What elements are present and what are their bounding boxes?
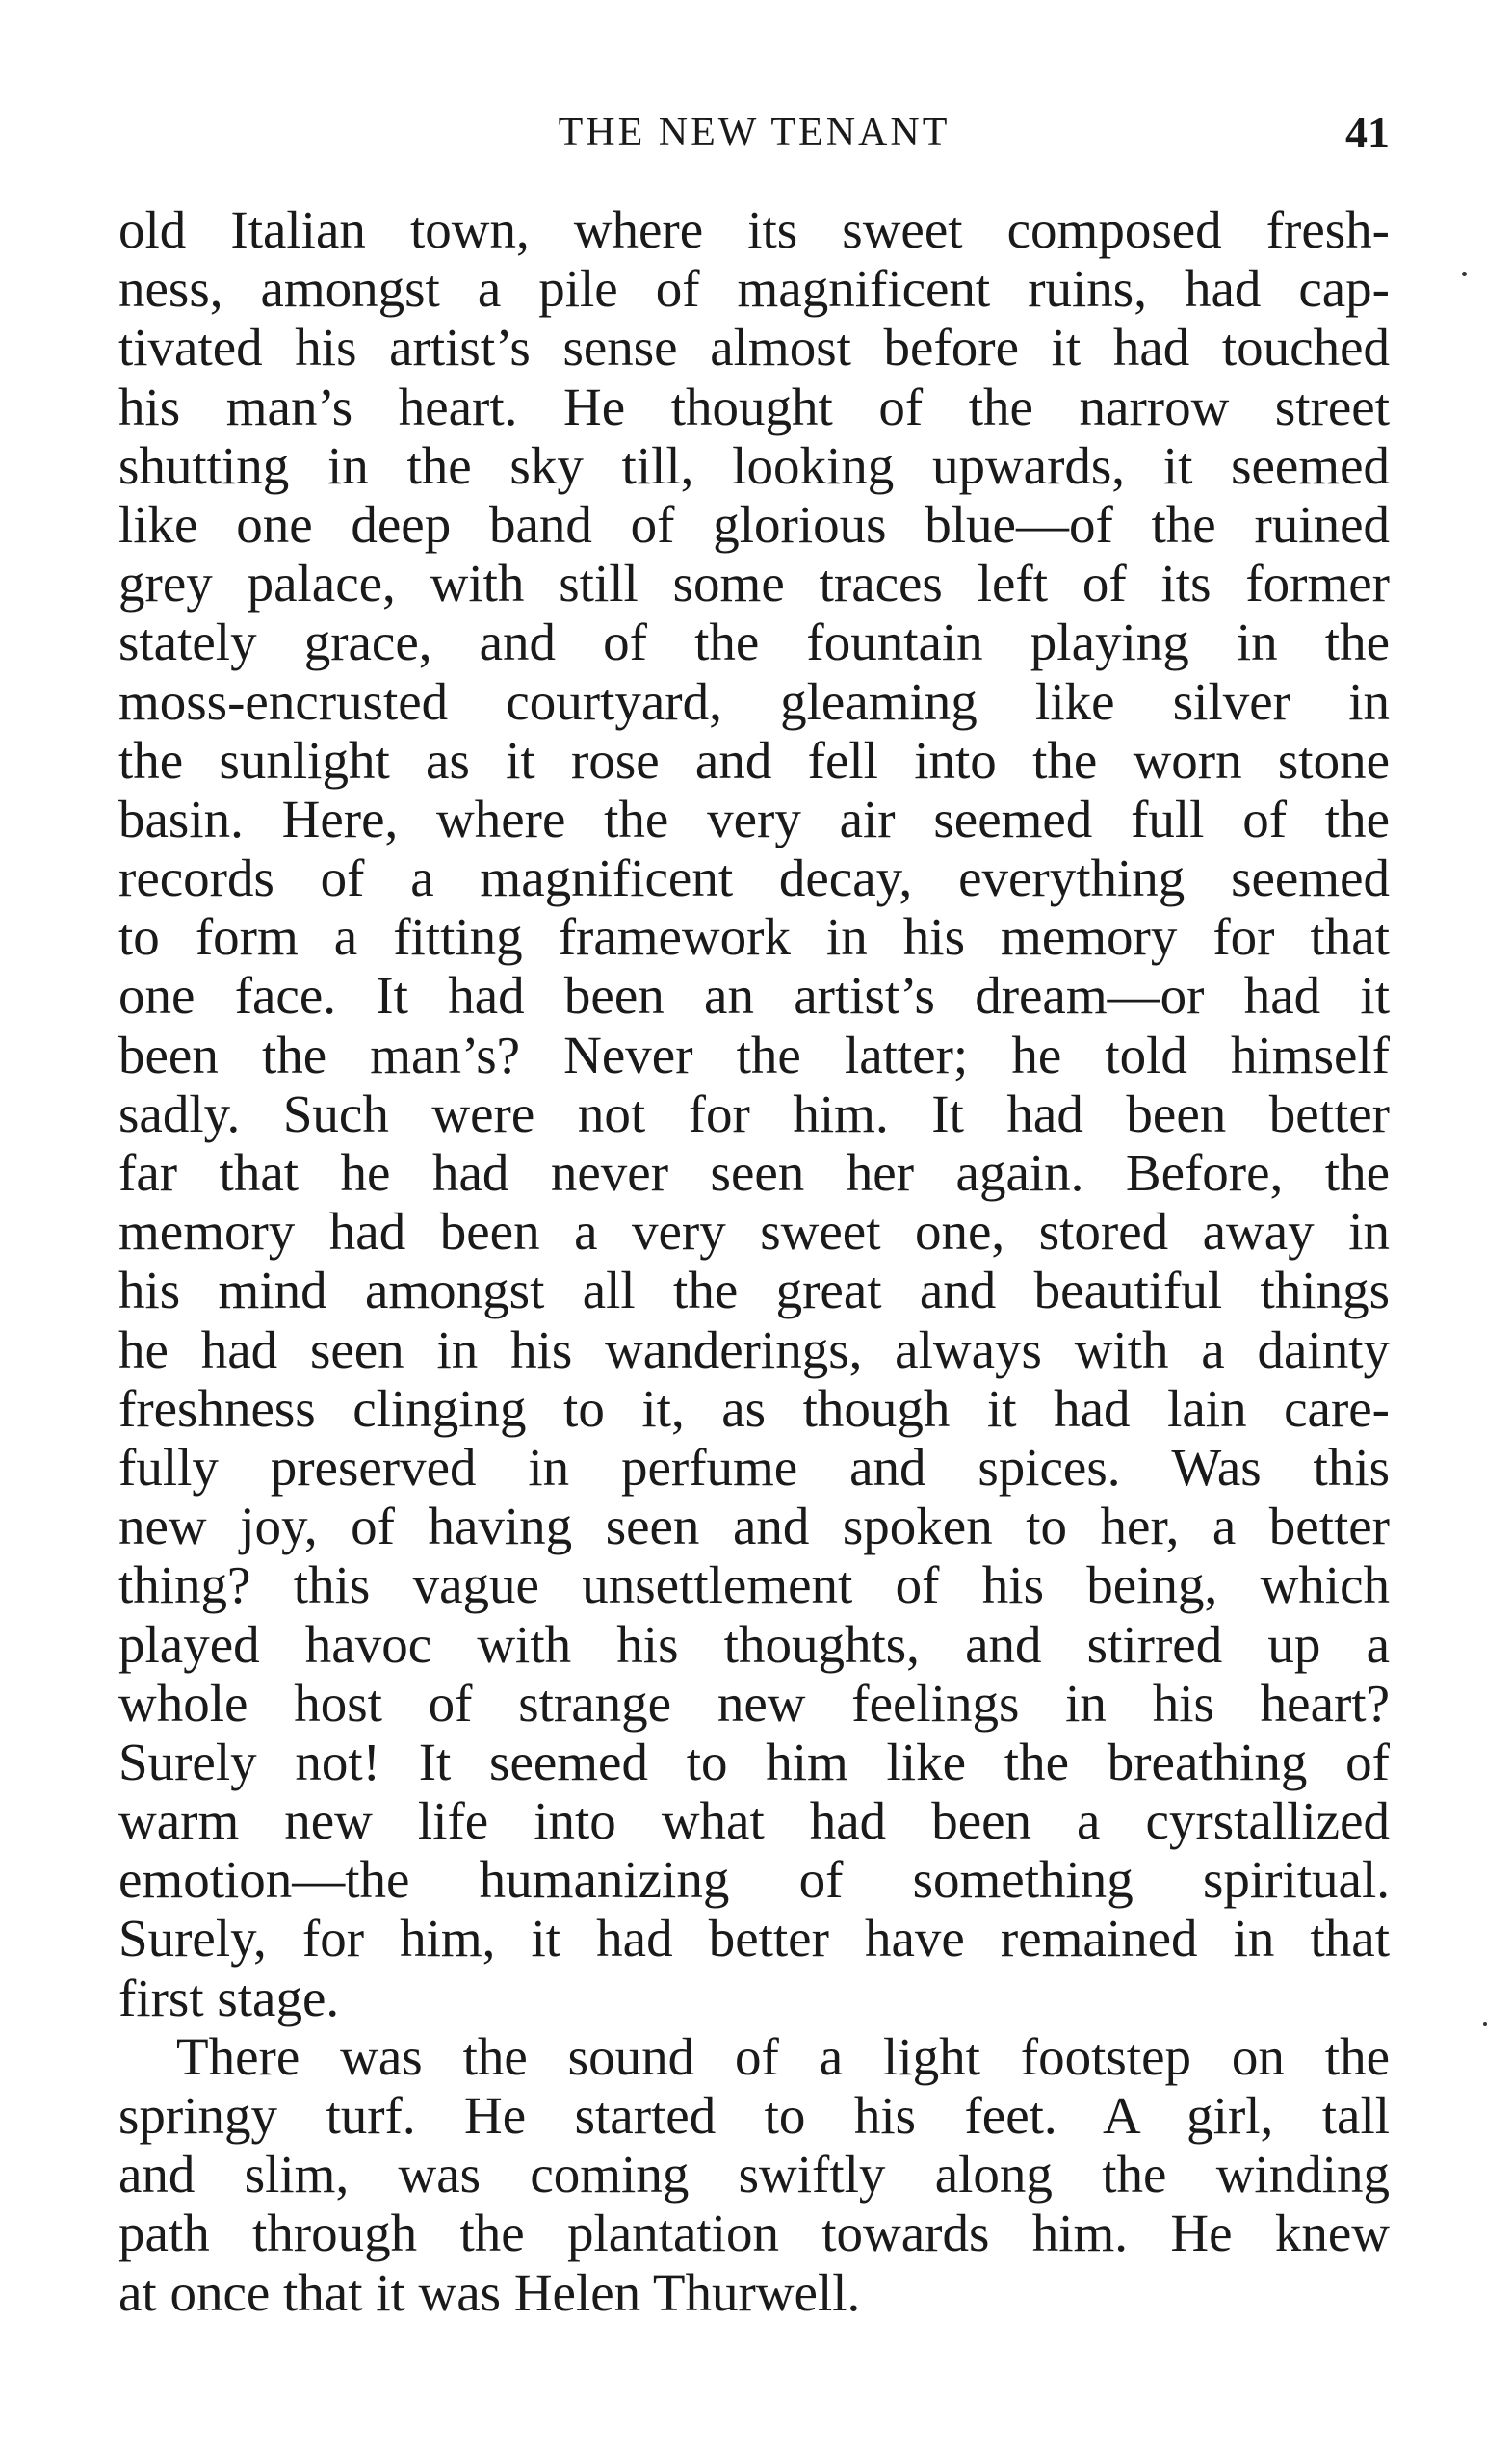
text-line: one face. It had been an artist’s dream—or had it <box>118 966 1390 1026</box>
text-line: shutting in the sky till, looking upwards, it seemed <box>118 435 1390 495</box>
paragraph-2 <box>118 2027 1390 2322</box>
paper-speck <box>1462 272 1467 276</box>
text-line: springy turf. He started to his feet. A girl, tall <box>118 2086 1390 2145</box>
paragraph-1 <box>118 200 1390 2027</box>
text-line: stately grace, and of the fountain playing in the <box>118 613 1390 672</box>
text-line: tivated his artist’s sense almost before it had touched <box>118 318 1390 378</box>
text-line: emotion—the humanizing of something spiritual. <box>118 1850 1390 1910</box>
text-line: his mind amongst all the great and beautiful things <box>118 1261 1390 1320</box>
text-line: freshness clinging to it, as though it had lain care- <box>118 1378 1390 1438</box>
text-line: his man’s heart. He thought of the narrow street <box>118 377 1390 436</box>
text-line: the sunlight as it rose and fell into the worn stone <box>118 730 1390 790</box>
text-line: path through the plantation towards him. He knew <box>118 2204 1390 2263</box>
text-line: ness, amongst a pile of magnificent ruins, had cap- <box>118 259 1390 319</box>
text-line: records of a magnificent decay, everything seemed <box>118 848 1390 908</box>
text-line: sadly. Such were not for him. It had been better <box>118 1083 1390 1143</box>
text-line: old Italian town, where its sweet composed fresh- <box>118 200 1390 259</box>
text-line: fully preserved in perfume and spices. Was this <box>118 1437 1390 1497</box>
text-line: been the man’s? Never the latter; he told himself <box>118 1025 1390 1084</box>
text-line: new joy, of having seen and spoken to her, a better <box>118 1497 1390 1556</box>
text-line: like one deep band of glorious blue—of the ruined <box>118 494 1390 554</box>
body-text <box>118 200 1390 2322</box>
page-number: 41 <box>1345 108 1390 157</box>
text-line: first stage. <box>118 1968 340 2027</box>
text-line: Surely, for him, it had better have remained in that <box>118 1909 1390 1969</box>
paper-speck <box>1483 2022 1487 2026</box>
text-line: There was the sound of a light footstep on the <box>176 2026 1390 2086</box>
text-line: at once that it was Helen Thurwell. <box>118 2262 861 2322</box>
running-title: THE NEW TENANT <box>558 111 951 155</box>
text-line: whole host of strange new feelings in his heart? <box>118 1673 1390 1733</box>
text-line: far that he had never seen her again. Before, the <box>118 1143 1390 1202</box>
text-line: Surely not! It seemed to him like the breathing of <box>118 1732 1390 1791</box>
running-head <box>118 104 1390 162</box>
text-line: basin. Here, where the very air seemed full of the <box>118 789 1390 848</box>
text-line: warm new life into what had been a cyrstallized <box>118 1791 1390 1851</box>
text-line: moss-encrusted courtyard, gleaming like silver in <box>118 671 1390 731</box>
text-line: to form a fitting framework in his memory for that <box>118 907 1390 967</box>
text-line: memory had been a very sweet one, stored away in <box>118 1202 1390 1262</box>
text-line: thing? this vague unsettlement of his being, which <box>118 1555 1390 1615</box>
text-line: he had seen in his wanderings, always with a dainty <box>118 1319 1390 1379</box>
text-line: grey palace, with still some traces left of its former <box>118 554 1390 613</box>
text-line: and slim, was coming swiftly along the winding <box>118 2145 1390 2204</box>
text-line: played havoc with his thoughts, and stirred up a <box>118 1614 1390 1674</box>
